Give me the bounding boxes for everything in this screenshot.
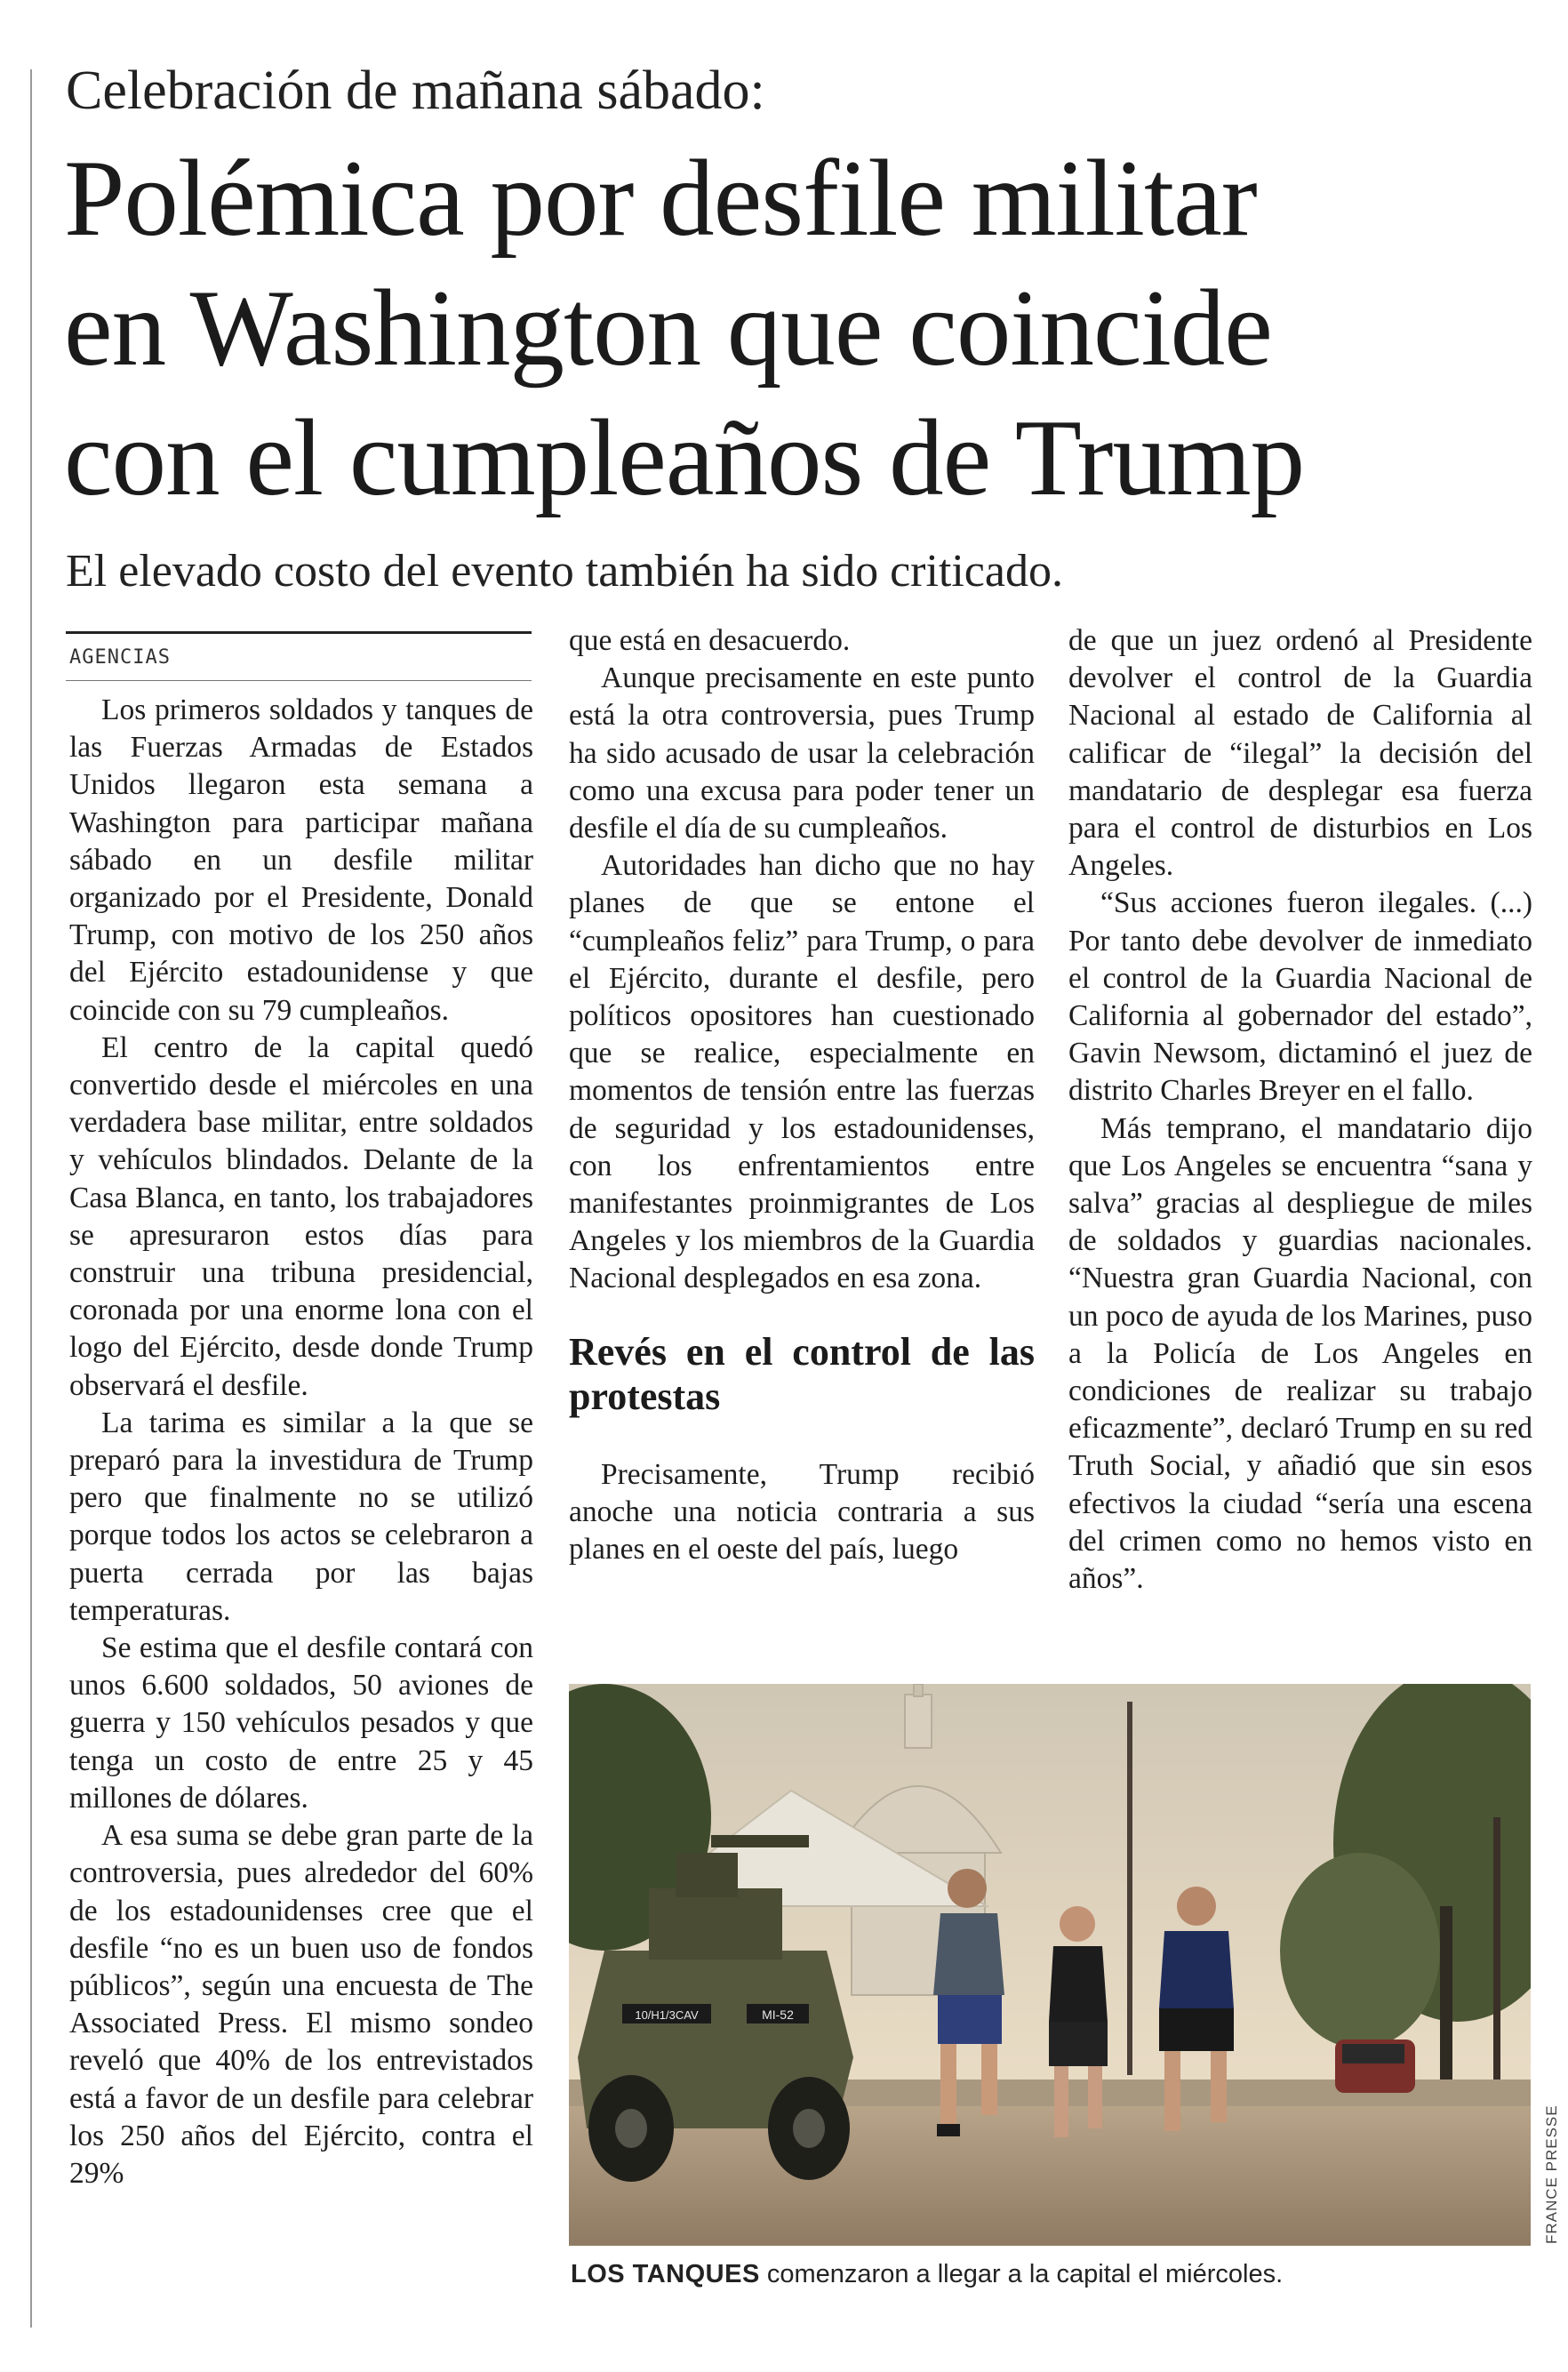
paragraph: Precisamente, Trump recibió anoche una noticia contraria a sus planes en el oeste del país, luego xyxy=(569,1457,1035,1567)
headline-line: en Washington que coincide xyxy=(64,267,1272,389)
deck-subtitle: El elevado costo del evento también ha sido criticado. xyxy=(66,546,1063,597)
caption-lead: LOS TANQUES xyxy=(571,2260,760,2288)
article-column-1 xyxy=(69,692,533,2192)
kicker: Celebración de mañana sábado: xyxy=(66,60,765,121)
paragraph: de que un juez ordenó al Presidente devolver el control de la Guardia Nacional al estado de California al calificar de “ilegal” la decisión del mandatario de desplegar esa fuerza para el control de disturbios en Los Angeles. xyxy=(1068,624,1532,883)
paragraph: que está en desacuerdo. xyxy=(569,624,851,657)
photo-illustration xyxy=(569,1684,1531,2246)
caption-text: comenzaron a llegar a la capital el miércoles. xyxy=(759,2260,1284,2288)
paragraph: Autoridades han dicho que no hay planes de que se entone el “cumpleaños feliz” para Trump, o para el Ejército, durante el desfile, pero políticos opositores han cuestionado que se realice, especialmente en momentos de tensión entre las fuerzas de seguridad y los estadounidenses, con los enfrentamientos entre manifestantes proinmigrantes de Los Angeles y los miembros de la Guardia Nacional desplegados en esa zona. xyxy=(569,849,1035,1295)
paragraph: La tarima es similar a la que se preparó para la investidura de Trump pero que finalmente no se utilizó porque todos los actos se celebraron a puerta cerrada por las bajas temperaturas. xyxy=(69,1406,533,1627)
left-column-rule xyxy=(30,69,32,2328)
vehicle-plate-right: MI-52 xyxy=(762,2007,794,2022)
headline xyxy=(64,133,1540,523)
paragraph: Los primeros soldados y tanques de las Fuerzas Armadas de Estados Unidos llegaron esta semana a Washington para participar mañana sábado en un desfile militar organizado por el Presidente, Donald Trump, con motivo de los 250 años del Ejército estadounidense y que coincide con su 79 cumpleaños. xyxy=(69,693,533,1027)
paragraph: A esa suma se debe gran parte de la controversia, pues alrededor del 60% de los estadounidenses cree que el desfile “no es un buen uso de fondos públicos”, según una encuesta de The Associated Press. El mismo sondeo reveló que 40% de los entrevistados está a favor de un desfile para celebrar los 250 años del Ejército, contra el 29% xyxy=(69,1819,533,2190)
paragraph: Se estima que el desfile contará con unos 6.600 soldados, 50 aviones de guerra y 150 vehículos pesados y que tenga un costo de entre 25 y 45 millones de dólares. xyxy=(69,1631,533,1815)
news-photo xyxy=(569,1684,1531,2246)
article-column-3 xyxy=(1068,622,1532,1598)
photo-credit: FRANCE PRESSE xyxy=(1543,2104,1560,2244)
paragraph: “Sus acciones fueron ilegales. (...) Por tanto debe devolver de inmediato el control de la Guardia Nacional de California al gobernador del estado”, Gavin Newsom, dictaminó el juez de distrito Charles Breyer en el fallo. xyxy=(1068,886,1532,1108)
byline-box xyxy=(66,631,532,681)
paragraph: Más temprano, el mandatario dijo que Los Angeles se encuentra “sana y salva” gracias al despliegue de miles de soldados y guardias nacionales. “Nuestra gran Guardia Nacional, con un poco de ayuda de los Marines, puso a la Policía de Los Angeles en condiciones de realizar su trabajo eficazmente”, declaró Trump en su red Truth Social, y añadió que sin esos efectivos la ciudad “sería una escena del crimen como no hemos visto en años”. xyxy=(1068,1111,1532,1596)
headline-line: con el cumpleaños de Trump xyxy=(64,397,1305,518)
vehicle-plate-left: 10/H1/3CAV xyxy=(635,2008,699,2022)
photo-caption xyxy=(571,2260,1540,2289)
paragraph: Aunque precisamente en este punto está la otra controversia, pues Trump ha sido acusado de usar la celebración como una excusa para poder tener un desfile el día de su cumpleaños. xyxy=(569,661,1035,845)
section-subhead: Revés en el control de las protestas xyxy=(569,1329,1035,1418)
headline-line: Polémica por desfile militar xyxy=(64,137,1257,259)
byline: AGENCIAS xyxy=(69,646,171,669)
paragraph: El centro de la capital quedó convertido desde el miércoles en una verdadera base militar, entre soldados y vehículos blindados. Delante de la Casa Blanca, en tanto, los trabajadores se apresuraron estos días para construir una tribuna presidencial, coronada por una enorme lona con el logo del Ejército, desde donde Trump observará el desfile. xyxy=(69,1030,533,1402)
article-column-2 xyxy=(569,622,1035,1568)
